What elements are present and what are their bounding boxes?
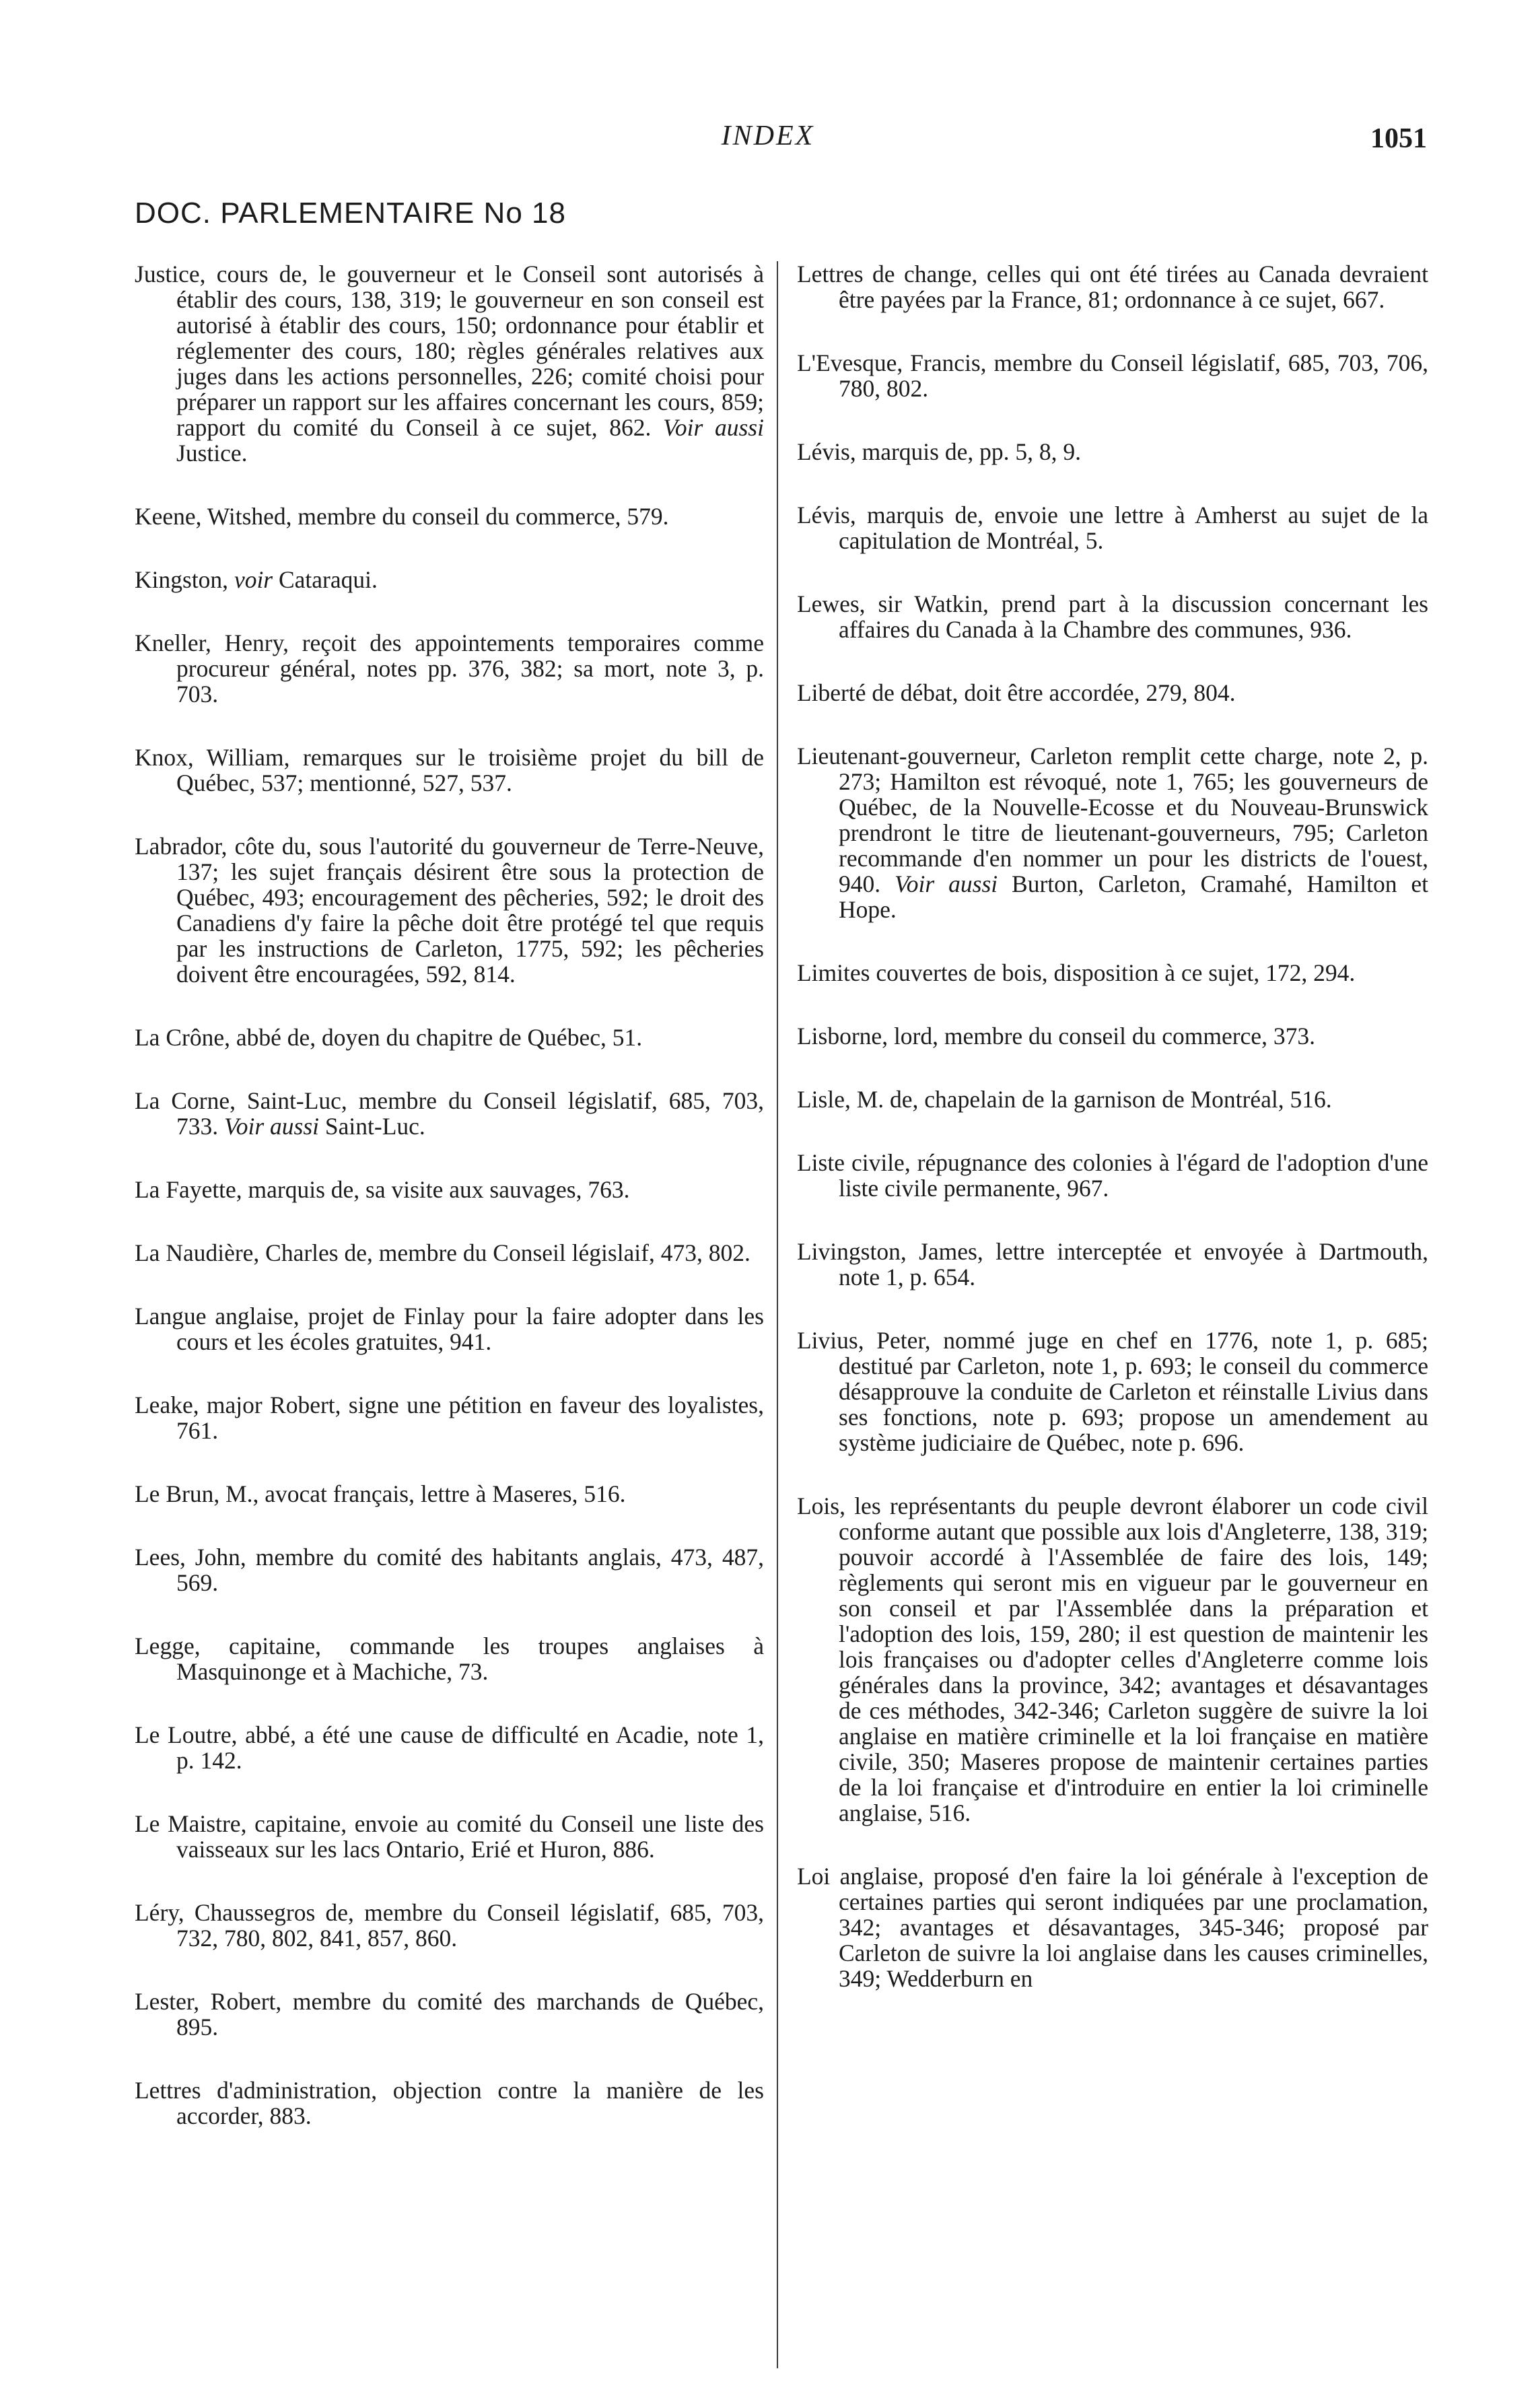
entry-text: Lester, Robert, membre du comité des marchands de Québec, 895.	[135, 1988, 764, 2040]
index-entry	[797, 1328, 1428, 1455]
entry-text: La Crône, abbé de, doyen du chapitre de Québec, 51.	[135, 1024, 643, 1051]
index-entry	[135, 567, 764, 592]
index-entry	[135, 1240, 764, 1266]
index-entry	[797, 439, 1428, 465]
index-entry	[135, 833, 764, 987]
index-entry	[797, 1239, 1428, 1290]
entry-text: Liberté de débat, doit être accordée, 279, 804.	[797, 679, 1236, 706]
index-entry	[135, 1392, 764, 1443]
entry-text: Labrador, côte du, sous l'autorité du gouverneur de Terre-Neuve, 137; les sujet français désirent être sous la protection de Québec, 493; encouragement des pêcheries, 592; le droit des Canadiens d'y faire la pêche doit être protégé tel que requis par les instructions de Carleton, 1775, 592; les pêcheries doivent être encouragées, 592, 814.	[135, 833, 764, 988]
page-title: INDEX	[721, 121, 815, 151]
index-entry	[135, 1633, 764, 1684]
right-column	[797, 261, 1428, 2029]
entry-text: Lieutenant-gouverneur, Carleton remplit cette charge, note 2, p. 273; Hamilton est révoqué, note 1, 765; les gouverneurs de Québec, de la Nouvelle-Ecosse et du Nouveau-Brunswick prendront le titre de lieutenant-gouverneurs, 795; Carleton recommande d'en nommer un pour les districts de l'ouest, 940.	[797, 743, 1428, 897]
entry-text: Kingston,	[135, 566, 234, 593]
index-entry	[135, 261, 764, 466]
index-entry	[135, 1722, 764, 1773]
entry-text: Lettres d'administration, objection contre la manière de les accorder, 883.	[135, 2077, 764, 2129]
entry-text: Lettres de change, celles qui ont été tirées au Canada devraient être payées par la France, 81; ordonnance à ce sujet, 667.	[797, 261, 1428, 313]
document-header: DOC. PARLEMENTAIRE No 18	[135, 197, 566, 230]
left-column	[135, 261, 764, 2166]
index-entry	[135, 630, 764, 707]
cross-reference-target: Cataraqui.	[273, 566, 378, 593]
cross-reference-label: voir	[234, 566, 273, 593]
entry-text: Justice, cours de, le gouverneur et le Conseil sont autorisés à établir des cours, 138, 319; le gouverneur en son conseil est autorisé à établir des cours, 150; ordonnance pour établir et réglementer des cours, 180; règles générales relatives aux juges dans les actions personnelles, 226; comité choisi pour préparer un rapport sur les affaires concernant les cours, 859; rapport du comité du Conseil à ce sujet, 862.	[135, 261, 764, 441]
index-entry	[135, 2077, 764, 2129]
index-entry	[135, 1303, 764, 1354]
entry-text: Knox, William, remarques sur le troisième projet du bill de Québec, 537; mentionné, 527, 537.	[135, 744, 764, 796]
index-entry	[797, 1150, 1428, 1201]
index-entry	[135, 1544, 764, 1595]
index-entry	[797, 960, 1428, 986]
index-entry	[135, 1481, 764, 1507]
entry-text: Loi anglaise, proposé d'en faire la loi générale à l'exception de certaines parties qui seront indiquées par une proclamation, 342; avantages et désavantages, 345-346; proposé par Carleton de suivre la loi anglaise dans les causes criminelles, 349; Wedderburn en	[797, 1863, 1428, 1992]
entry-text: Lévis, marquis de, envoie une lettre à Amherst au sujet de la capitulation de Montréal, 5.	[797, 502, 1428, 554]
index-entry	[797, 591, 1428, 642]
index-entry	[135, 1025, 764, 1050]
index-entry	[797, 1023, 1428, 1049]
cross-reference-label: Voir aussi	[224, 1113, 320, 1140]
entry-text: Le Brun, M., avocat français, lettre à Maseres, 516.	[135, 1480, 626, 1507]
cross-reference-label: Voir aussi	[895, 870, 998, 897]
entry-text: Lees, John, membre du comité des habitants anglais, 473, 487, 569.	[135, 1544, 764, 1596]
index-entry	[135, 1088, 764, 1139]
index-entry	[797, 1863, 1428, 1991]
index-entry	[135, 1177, 764, 1202]
index-entry	[797, 350, 1428, 401]
cross-reference-target: Burton, Carleton, Cramahé, Hamilton et Hope.	[839, 870, 1429, 923]
index-entry	[797, 261, 1428, 312]
index-entry	[797, 1493, 1428, 1826]
index-entry	[797, 743, 1428, 922]
entry-text: Langue anglaise, projet de Finlay pour la faire adopter dans les cours et les écoles gratuites, 941.	[135, 1303, 764, 1355]
page-number: 1051	[1370, 123, 1427, 154]
index-entry	[135, 504, 764, 529]
index-entry	[135, 1811, 764, 1862]
entry-text: Keene, Witshed, membre du conseil du commerce, 579.	[135, 503, 669, 530]
index-entry	[135, 1900, 764, 1951]
entry-text: Léry, Chaussegros de, membre du Conseil législatif, 685, 703, 732, 780, 802, 841, 857, 860.	[135, 1899, 764, 1952]
cross-reference-target: Justice.	[176, 440, 248, 467]
index-entry	[135, 1989, 764, 2040]
entry-text: Lisborne, lord, membre du conseil du commerce, 373.	[797, 1023, 1315, 1050]
entry-text: Lois, les représentants du peuple devront élaborer un code civil conforme autant que possible aux lois d'Angleterre, 138, 319; pouvoir accordé à l'Assemblée de faire des lois, 149; règlements qui seront mis en vigueur par le gouverneur en son conseil et par l'Assemblée dans la préparation et l'adoption des lois, 159, 280; il est question de maintenir les lois françaises ou d'adopter celles d'Angleterre comme lois générales dans la province, 342; avantages et désavantages de ces méthodes, 342-346; Carleton suggère de suivre la loi anglaise en matière criminelle et la loi française en matière civile, 350; Maseres propose de maintenir certaines parties de la loi française et d'introduire en entier la loi criminelle anglaise, 516.	[797, 1492, 1428, 1826]
entry-text: Kneller, Henry, reçoit des appointements temporaires comme procureur général, notes pp. 376, 382; sa mort, note 3, p. 703.	[135, 629, 764, 708]
entry-text: Livingston, James, lettre interceptée et envoyée à Dartmouth, note 1, p. 654.	[797, 1238, 1428, 1291]
entry-text: La Naudière, Charles de, membre du Conseil législaif, 473, 802.	[135, 1239, 750, 1266]
entry-text: La Corne, Saint-Luc, membre du Conseil législatif, 685, 703, 733.	[135, 1087, 764, 1140]
cross-reference-target: Saint-Luc.	[319, 1113, 425, 1140]
entry-text: Le Loutre, abbé, a été une cause de difficulté en Acadie, note 1, p. 142.	[135, 1721, 764, 1774]
entry-text: Lévis, marquis de, pp. 5, 8, 9.	[797, 438, 1081, 465]
entry-text: Leake, major Robert, signe une pétition en faveur des loyalistes, 761.	[135, 1391, 764, 1444]
entry-text: Legge, capitaine, commande les troupes anglaises à Masquinonge et à Machiche, 73.	[135, 1632, 764, 1685]
index-entry	[135, 745, 764, 796]
entry-text: Lewes, sir Watkin, prend part à la discussion concernant les affaires du Canada à la Chambre des communes, 936.	[797, 590, 1428, 643]
index-entry	[797, 502, 1428, 553]
cross-reference-label: Voir aussi	[663, 414, 764, 441]
entry-text: La Fayette, marquis de, sa visite aux sauvages, 763.	[135, 1176, 630, 1203]
index-entry	[797, 680, 1428, 706]
entry-text: Limites couvertes de bois, disposition à ce sujet, 172, 294.	[797, 959, 1356, 986]
index-entry	[797, 1087, 1428, 1112]
entry-text: Livius, Peter, nommé juge en chef en 1776, note 1, p. 685; destitué par Carleton, note 1, p. 693; le conseil du commerce désapprouve la conduite de Carleton et réinstalle Livius dans ses fonctions, note p. 693; propose un amendement au système judiciaire de Québec, note p. 696.	[797, 1327, 1428, 1456]
entry-text: Le Maistre, capitaine, envoie au comité du Conseil une liste des vaisseaux sur les lacs Ontario, Erié et Huron, 886.	[135, 1810, 764, 1863]
entry-text: Lisle, M. de, chapelain de la garnison de Montréal, 516.	[797, 1086, 1332, 1113]
entry-text: L'Evesque, Francis, membre du Conseil législatif, 685, 703, 706, 780, 802.	[797, 349, 1428, 402]
entry-text: Liste civile, répugnance des colonies à l'égard de l'adoption d'une liste civile permanente, 967.	[797, 1149, 1428, 1202]
column-divider	[777, 261, 778, 2368]
